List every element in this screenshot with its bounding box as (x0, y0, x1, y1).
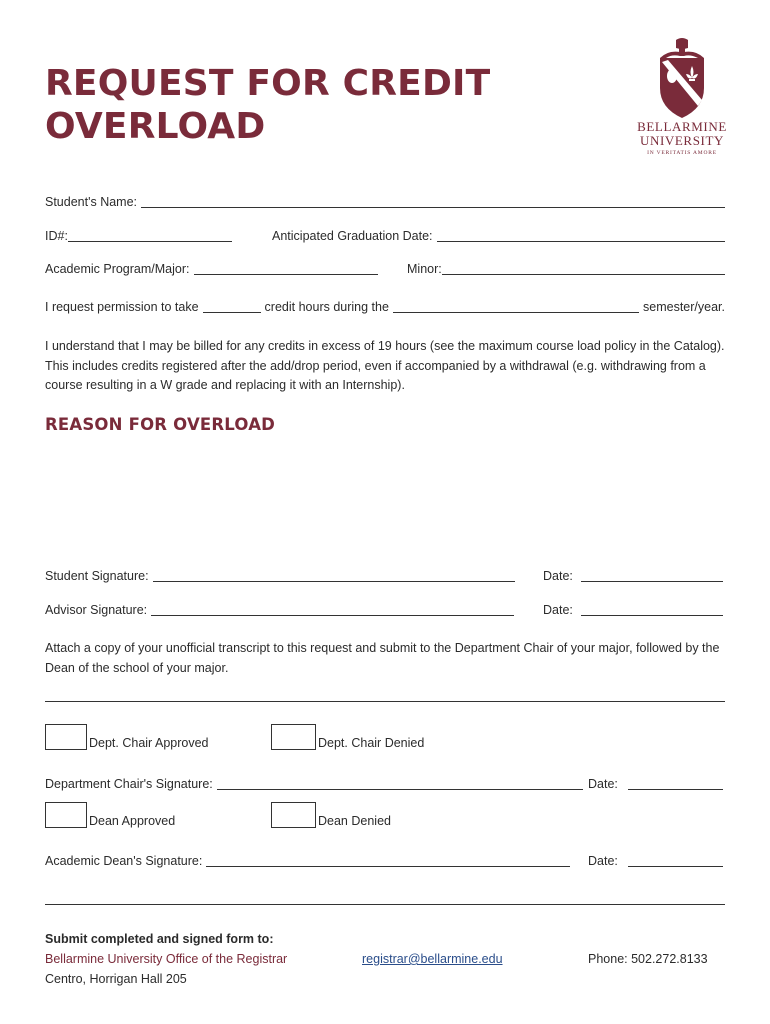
dean-signature-label: Academic Dean's Signature: (45, 854, 203, 868)
footer-phone: Phone: 502.272.8133 (588, 952, 708, 966)
footer-title: Submit completed and signed form to: (45, 932, 274, 946)
graduation-row (272, 229, 725, 244)
request-text-3: semester/year. (643, 300, 725, 314)
student-name-field[interactable] (141, 207, 725, 208)
id-row (45, 229, 232, 244)
attach-instructions: Attach a copy of your unofficial transcript to this request and submit to the Department Chair of your major, followed by the Dean of the school of your major. (45, 641, 720, 675)
dept-denied-label: Dept. Chair Denied (318, 736, 425, 750)
billing-notice: I understand that I may be billed for any credits in excess of 19 hours (see the maximum course load policy in the Catalog). This includes credits registered after the add/drop period, even if accompanied by a withdrawal (e.g. withdrawing from a course resulting in a W grade and replacing it with an Internship). (45, 339, 725, 392)
footer-location: Centro, Horrigan Hall 205 (45, 972, 187, 986)
student-signature-field[interactable] (153, 581, 515, 582)
form-title (45, 62, 490, 148)
dean-denied-label: Dean Denied (318, 814, 391, 828)
reason-heading: REASON FOR OVERLOAD (45, 415, 276, 434)
program-major-label: Academic Program/Major: (45, 262, 190, 276)
dept-signature-row (45, 777, 583, 792)
dean-signature-row (45, 854, 570, 869)
advisor-date-field[interactable] (581, 615, 723, 616)
dept-date-label: Date: (588, 777, 618, 791)
student-signature-row (45, 569, 515, 584)
dept-denied-checkbox[interactable] (271, 724, 316, 750)
title-line-1: REQUEST FOR CREDIT (45, 63, 491, 104)
dept-signature-field[interactable] (217, 789, 583, 790)
dean-approved-label: Dean Approved (89, 814, 176, 828)
dean-approved-option[interactable] (45, 802, 175, 828)
minor-label: Minor: (407, 262, 442, 276)
student-date-label: Date: (543, 569, 573, 583)
dept-approved-option[interactable] (45, 724, 209, 750)
id-label: ID#: (45, 229, 68, 243)
request-row (45, 300, 725, 315)
semester-year-field[interactable] (393, 312, 639, 313)
advisor-signature-field[interactable] (151, 615, 514, 616)
minor-field[interactable] (442, 274, 725, 275)
student-signature-label: Student Signature: (45, 569, 149, 583)
title-line-2: OVERLOAD (45, 106, 266, 147)
graduation-date-field[interactable] (437, 241, 725, 242)
university-logo (634, 36, 730, 156)
dean-date-field[interactable] (628, 866, 723, 867)
minor-row (407, 262, 725, 277)
student-name-label: Student's Name: (45, 195, 138, 209)
dean-signature-field[interactable] (206, 866, 570, 867)
dept-signature-label: Department Chair's Signature: (45, 777, 213, 791)
advisor-date-label: Date: (543, 603, 573, 617)
program-major-field[interactable] (194, 274, 379, 275)
dean-date-row (588, 854, 723, 869)
id-field[interactable] (68, 241, 232, 242)
dean-denied-checkbox[interactable] (271, 802, 316, 828)
logo-name-line-2: UNIVERSITY (640, 133, 724, 148)
student-name-row (45, 195, 725, 210)
dept-date-field[interactable] (628, 789, 723, 790)
divider-top (45, 701, 725, 702)
dept-approved-checkbox[interactable] (45, 724, 87, 750)
request-text-1: I request permission to take (45, 300, 199, 314)
divider-bottom (45, 904, 725, 905)
shield-crest-icon (652, 36, 712, 120)
logo-name-line-1: BELLARMINE (637, 119, 727, 134)
logo-motto: IN VERITATIS AMORE (647, 150, 717, 156)
advisor-date-row (543, 603, 723, 618)
dean-denied-option[interactable] (271, 802, 391, 828)
registrar-email-link[interactable]: registrar@bellarmine.edu (362, 952, 503, 966)
dept-date-row (588, 777, 723, 792)
advisor-signature-row (45, 603, 514, 618)
reason-area[interactable] (45, 442, 725, 552)
dean-approved-checkbox[interactable] (45, 802, 87, 828)
dept-denied-option[interactable] (271, 724, 424, 750)
program-row (45, 262, 378, 277)
dept-approved-label: Dept. Chair Approved (89, 736, 209, 750)
advisor-signature-label: Advisor Signature: (45, 603, 148, 617)
request-text-2: credit hours during the (264, 300, 389, 314)
student-date-row (543, 569, 723, 584)
credit-hours-field[interactable] (203, 312, 261, 313)
dean-date-label: Date: (588, 854, 618, 868)
student-date-field[interactable] (581, 581, 723, 582)
graduation-date-label: Anticipated Graduation Date: (272, 229, 433, 243)
footer-office: Bellarmine University Office of the Registrar (45, 952, 288, 966)
